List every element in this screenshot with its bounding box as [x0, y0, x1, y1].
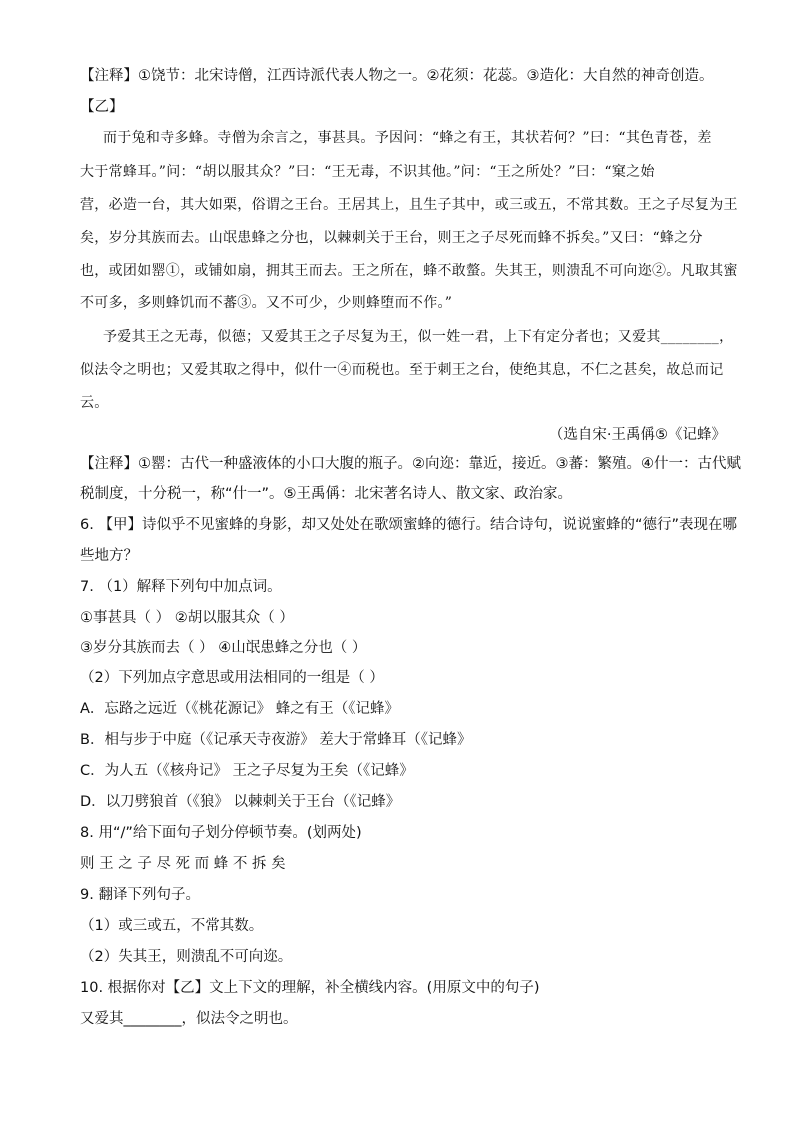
option-b: B．相与步于中庭（《记承天寺夜游》 差大于常蜂耳（《记蜂》: [80, 732, 472, 748]
passage-b-line: 营，必造一台，其大如栗，俗谓之王台。王居其上，且生子其中，或三或五，不常其数。王之子尽复为王: [80, 197, 738, 213]
question-8: 8. 用“/”给下面句子划分停顿节奏。(划两处): [80, 825, 362, 841]
question-10: 10. 根据你对【乙】文上下文的理解，补全横线内容。(用原文中的句子): [80, 980, 540, 996]
passage-b-line: 也，或团如罂①，或铺如扇，拥其王而去。王之所在，蜂不敢螫。失其王，则溃乱不可向迩②。凡取其蜜: [80, 263, 738, 279]
question-9: 9. 翻译下列句子。: [80, 887, 200, 903]
question-7-part2: （2）下列加点字意思或用法相同的一组是（ ）: [80, 670, 384, 686]
option-d: D．以刀劈狼首（《狼》 以棘刺关于王台（《记蜂》: [80, 794, 401, 810]
passage-b-line: 似法令之明也；又爱其取之得中，似什一④而税也。至于刺王之台，使绝其息，不仁之甚矣，故总而记: [80, 362, 724, 378]
source-b: （选自宋·王禹偁⑤《记蜂》: [548, 427, 726, 443]
question-8-sentence: 则 王 之 子 尽 死 而 蜂 不 拆 矣: [80, 856, 286, 872]
option-a: A．忘路之远近（《桃花源记》 蜂之有王（《记蜂》: [80, 701, 400, 717]
section-label-b: 【乙】: [80, 99, 124, 115]
question-9-item: （1）或三或五，不常其数。: [80, 918, 264, 934]
passage-b-line: 矣，岁分其族而去。山氓患蜂之分也，以棘刺关于王台，则王之子尽死而蜂不拆矣。”又曰：“蜂之分: [80, 230, 703, 246]
question-9-item: （2）失其王，则溃乱不可向迩。: [80, 949, 293, 965]
question-6: 些地方？: [80, 548, 138, 564]
note-b: 税制度，十分税一，称“什一”。⑤王禹偁：北宋著名诗人、散文家、政治家。: [80, 486, 573, 502]
question-7-items: ①事甚具（ ） ②胡以服其众（ ）: [80, 610, 294, 626]
note-b: 【注释】①罂：古代一种盛液体的小口大腹的瓶子。②向迩：靠近，接近。③蕃：繁殖。④什一：古代赋: [80, 456, 741, 472]
passage-b-line: 大于常蜂耳。”问：“胡以服其众？”曰：“王无毒，不识其他。”问：“王之所处？”曰：“窠之始: [80, 164, 655, 180]
option-c: C．为人五（《核舟记》 王之子尽复为王矣（《记蜂》: [80, 763, 414, 779]
passage-b-line: 而于兔和寺多蜂。寺僧为余言之，事甚具。予因问：“蜂之有王，其状若何？”曰：“其色青苍，差: [103, 130, 712, 146]
question-7: 7. （1）解释下列句中加点词。: [80, 579, 282, 595]
question-7-items: ③岁分其族而去（ ） ④山氓患蜂之分也（ ）: [80, 640, 367, 656]
passage-b-line: 予爱其王之无毒，似德；又爱其王之子尽复为王，似一姓一君，上下有定分者也；又爱其________，: [103, 329, 734, 345]
passage-b-line: 云。: [80, 395, 109, 411]
passage-b-line: 不可多，多则蜂饥而不蕃③。又不可少，少则蜂堕而不作。”: [80, 295, 453, 311]
question-6: 6. 【甲】诗似乎不见蜜蜂的身影，却又处处在歌颂蜜蜂的德行。结合诗句，说说蜜蜂的“德行”表现在哪: [80, 517, 737, 533]
question-10-blank: 又爱其________，似法令之明也。: [80, 1011, 298, 1027]
note-a: 【注释】①饶节：北宋诗僧，江西诗派代表人物之一。②花须：花蕊。③造化：大自然的神奇创造。: [80, 68, 714, 84]
